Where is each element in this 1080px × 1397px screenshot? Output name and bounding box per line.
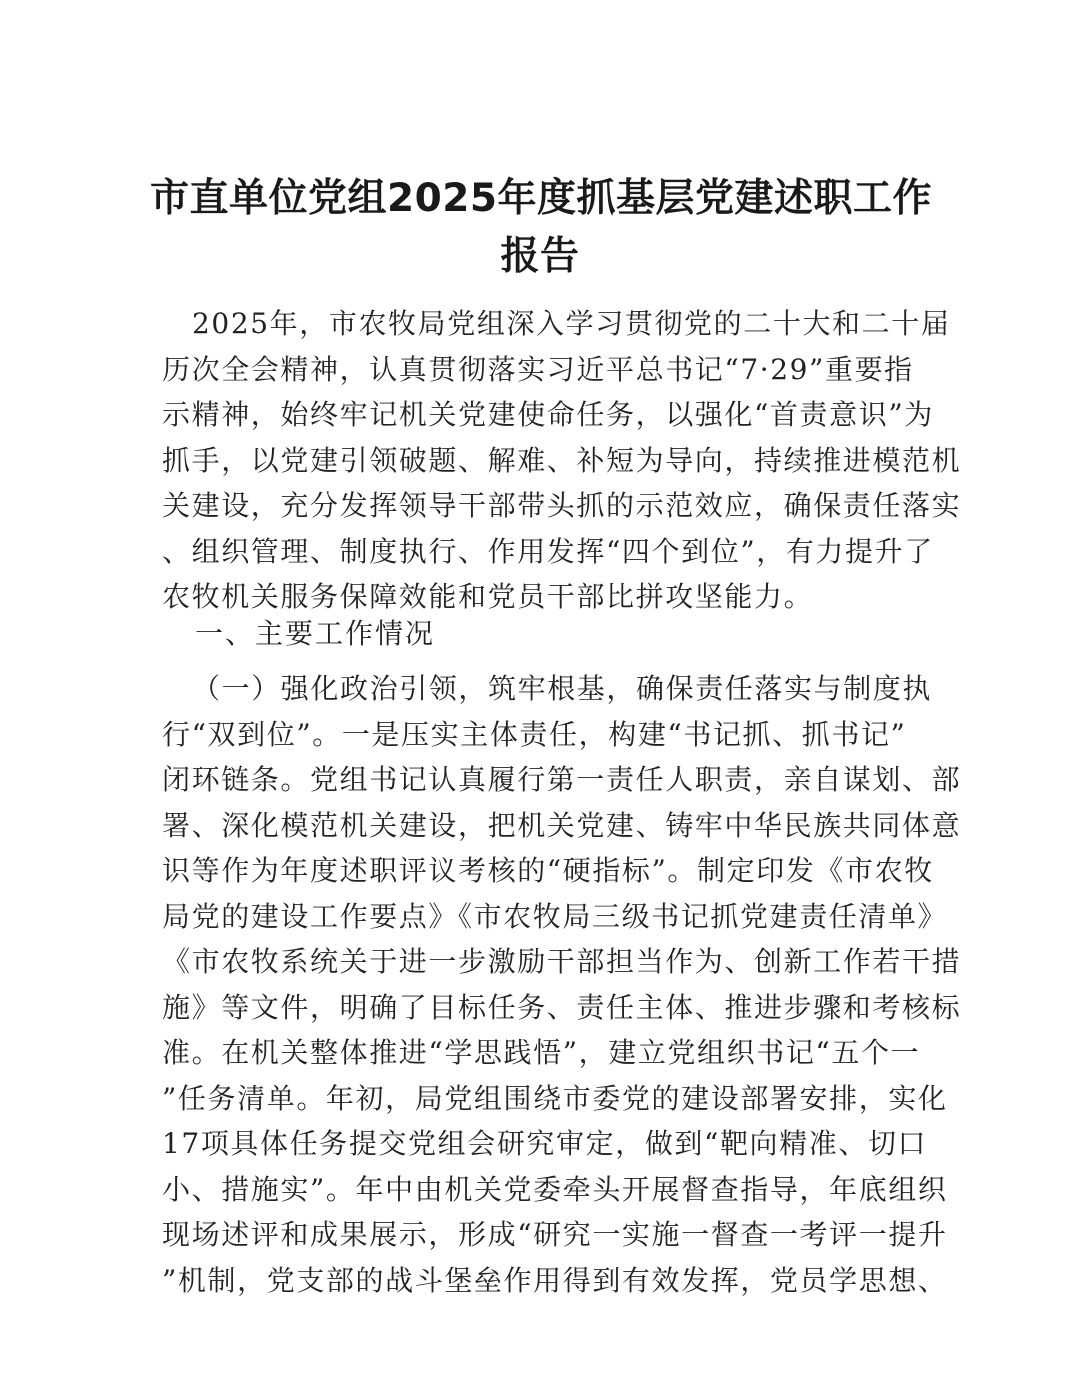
document-title bbox=[150, 170, 933, 286]
paragraph-line: 行“双到位”。一是压实主体责任，构建“书记抓、抓书记” bbox=[162, 717, 907, 751]
paragraph-line: 17项具体任务提交党组会研究审定，做到“靶向精准、切口 bbox=[162, 1127, 928, 1160]
paragraph-line: ”机制，党支部的战斗堡垒作用得到有效发挥，党员学思想、 bbox=[162, 1263, 948, 1297]
paragraph-line: 示精神，始终牢记机关党建使命任务，以强化“首责意识”为 bbox=[162, 398, 934, 431]
paragraph-line: 闭环链条。党组书记认真履行第一责任人职责，亲自谋划、部 bbox=[162, 763, 962, 796]
paragraph-line: 关建设，充分发挥领导干部带头抓的示范效应，确保责任落实 bbox=[162, 489, 962, 522]
paragraph-line: 2025年，市农牧局党组深入学习贯彻党的二十大和二十届 bbox=[192, 307, 951, 340]
section-1-paragraph bbox=[162, 666, 962, 1303]
paragraph-line: 署、深化模范机关建设，把机关党建、铸牢中华民族共同体意 bbox=[162, 808, 962, 842]
paragraph-line: 施》等文件，明确了目标任务、责任主体、推进步骤和考核标 bbox=[162, 990, 962, 1024]
paragraph-line: 《市农牧系统关于进一步激励干部担当作为、创新工作若干措 bbox=[162, 945, 962, 978]
paragraph-line: 准。在机关整体推进“学思践悟”，建立党组织书记“五个一 bbox=[162, 1036, 921, 1069]
paragraph-line: 小、措施实”。年中由机关党委牵头开展督查指导，年底组织 bbox=[162, 1172, 948, 1206]
paragraph-line: 现场述评和成果展示，形成“研究一实施一督查一考评一提升 bbox=[162, 1218, 948, 1251]
paragraph-line: ”任务清单。年初，局党组围绕市委党的建设部署安排，实化 bbox=[162, 1081, 948, 1115]
title-line-2: 报告 bbox=[500, 234, 580, 279]
paragraph-line: 局党的建设工作要点》《市农牧局三级书记抓党建责任清单》 bbox=[162, 899, 948, 933]
paragraph-line: 农牧机关服务保障效能和党员干部比拼攻坚能力。 bbox=[162, 580, 814, 613]
section-heading: 一、主要工作情况 bbox=[195, 617, 436, 650]
paragraph-line: 、组织管理、制度执行、作用发挥“四个到位”，有力提升了 bbox=[162, 534, 934, 568]
paragraph-line: 历次全会精神，认真贯彻落实习近平总书记“7·29”重要指 bbox=[162, 352, 914, 386]
title-line-1: 市直单位党组2025年度抓基层党建述职工作 bbox=[150, 176, 933, 221]
paragraph-line: 识等作为年度述职评议考核的“硬指标”。制定印发《市农牧 bbox=[162, 854, 934, 887]
intro-paragraph bbox=[162, 301, 962, 620]
paragraph-line: （一）强化政治引领，筑牢根基，确保责任落实与制度执 bbox=[192, 672, 933, 705]
paragraph-line: 抓手，以党建引领破题、解难、补短为导向，持续推进模范机 bbox=[162, 443, 962, 477]
